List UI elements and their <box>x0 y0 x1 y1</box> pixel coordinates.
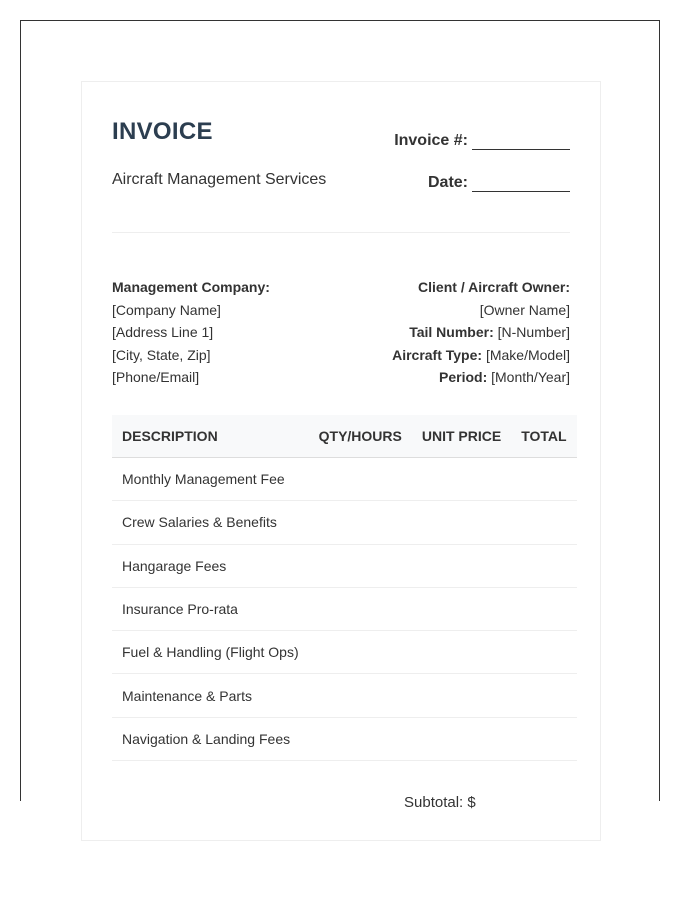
row-qty <box>309 631 412 674</box>
row-qty <box>309 501 412 544</box>
table-row <box>112 717 577 760</box>
line-items-table <box>112 415 577 761</box>
table-row <box>112 587 577 630</box>
row-total <box>511 458 576 501</box>
row-unit-price <box>412 631 511 674</box>
row-description: Monthly Management Fee <box>112 458 309 501</box>
period-value: [Month/Year] <box>491 369 570 385</box>
period-label: Period: <box>439 369 488 385</box>
column-header-qty: QTY/HOURS <box>309 415 412 458</box>
subtotal-label: Subtotal: $ <box>404 794 476 811</box>
invoice-title: INVOICE <box>112 118 213 145</box>
row-qty <box>309 458 412 501</box>
row-qty <box>309 544 412 587</box>
table-header-row <box>112 415 577 458</box>
row-total <box>511 544 576 587</box>
owner-name: [Owner Name] <box>479 301 570 318</box>
row-unit-price <box>412 501 511 544</box>
tail-number-value: [N-Number] <box>497 324 570 340</box>
company-name: [Company Name] <box>112 301 221 318</box>
row-qty <box>309 717 412 760</box>
aircraft-type-label: Aircraft Type: <box>392 346 483 363</box>
management-company-heading: Management Company: <box>112 279 270 295</box>
row-qty <box>309 587 412 630</box>
column-header-total: TOTAL <box>511 415 576 458</box>
row-total <box>511 587 576 630</box>
company-address: [Address Line 1] <box>112 324 214 340</box>
invoice-number-field <box>394 132 570 150</box>
row-unit-price <box>412 587 511 630</box>
row-unit-price <box>412 544 511 587</box>
row-description: Insurance Pro-rata <box>112 587 309 630</box>
row-total <box>511 631 576 674</box>
header-divider <box>112 232 570 233</box>
row-total <box>511 501 576 544</box>
invoice-subtitle: Aircraft Management Services <box>112 171 327 188</box>
company-city: [City, State, Zip] <box>112 346 211 363</box>
company-contact: [Phone/Email] <box>112 369 200 385</box>
management-company-block <box>112 276 270 389</box>
date-label: Date: <box>427 174 468 191</box>
row-description: Crew Salaries & Benefits <box>112 501 309 544</box>
client-block <box>392 276 570 389</box>
row-description: Navigation & Landing Fees <box>112 717 309 760</box>
row-unit-price <box>412 458 511 501</box>
aircraft-type-line <box>392 344 570 367</box>
row-unit-price <box>412 674 511 717</box>
invoice-paper <box>81 81 601 841</box>
row-qty <box>309 674 412 717</box>
row-total <box>511 717 576 760</box>
row-description: Hangarage Fees <box>112 544 309 587</box>
tail-number-line <box>392 321 570 344</box>
table-row <box>112 631 577 674</box>
table-row <box>112 458 577 501</box>
row-total <box>511 674 576 717</box>
row-description: Maintenance & Parts <box>112 674 309 717</box>
invoice-number-label: Invoice #: <box>394 132 468 149</box>
period-line <box>392 366 570 389</box>
table-row <box>112 674 577 717</box>
column-header-unit-price: UNIT PRICE <box>412 415 511 458</box>
date-field <box>428 174 570 192</box>
tail-number-label: Tail Number: <box>409 324 494 340</box>
row-unit-price <box>412 717 511 760</box>
aircraft-type-value: [Make/Model] <box>485 346 570 363</box>
client-heading: Client / Aircraft Owner: <box>418 279 570 295</box>
table-row <box>112 544 577 587</box>
document-frame <box>20 20 660 811</box>
column-header-description: DESCRIPTION <box>112 415 309 458</box>
row-description: Fuel & Handling (Flight Ops) <box>112 631 309 674</box>
invoice-number-blank <box>472 135 570 150</box>
date-blank <box>472 177 570 192</box>
table-row <box>112 501 577 544</box>
